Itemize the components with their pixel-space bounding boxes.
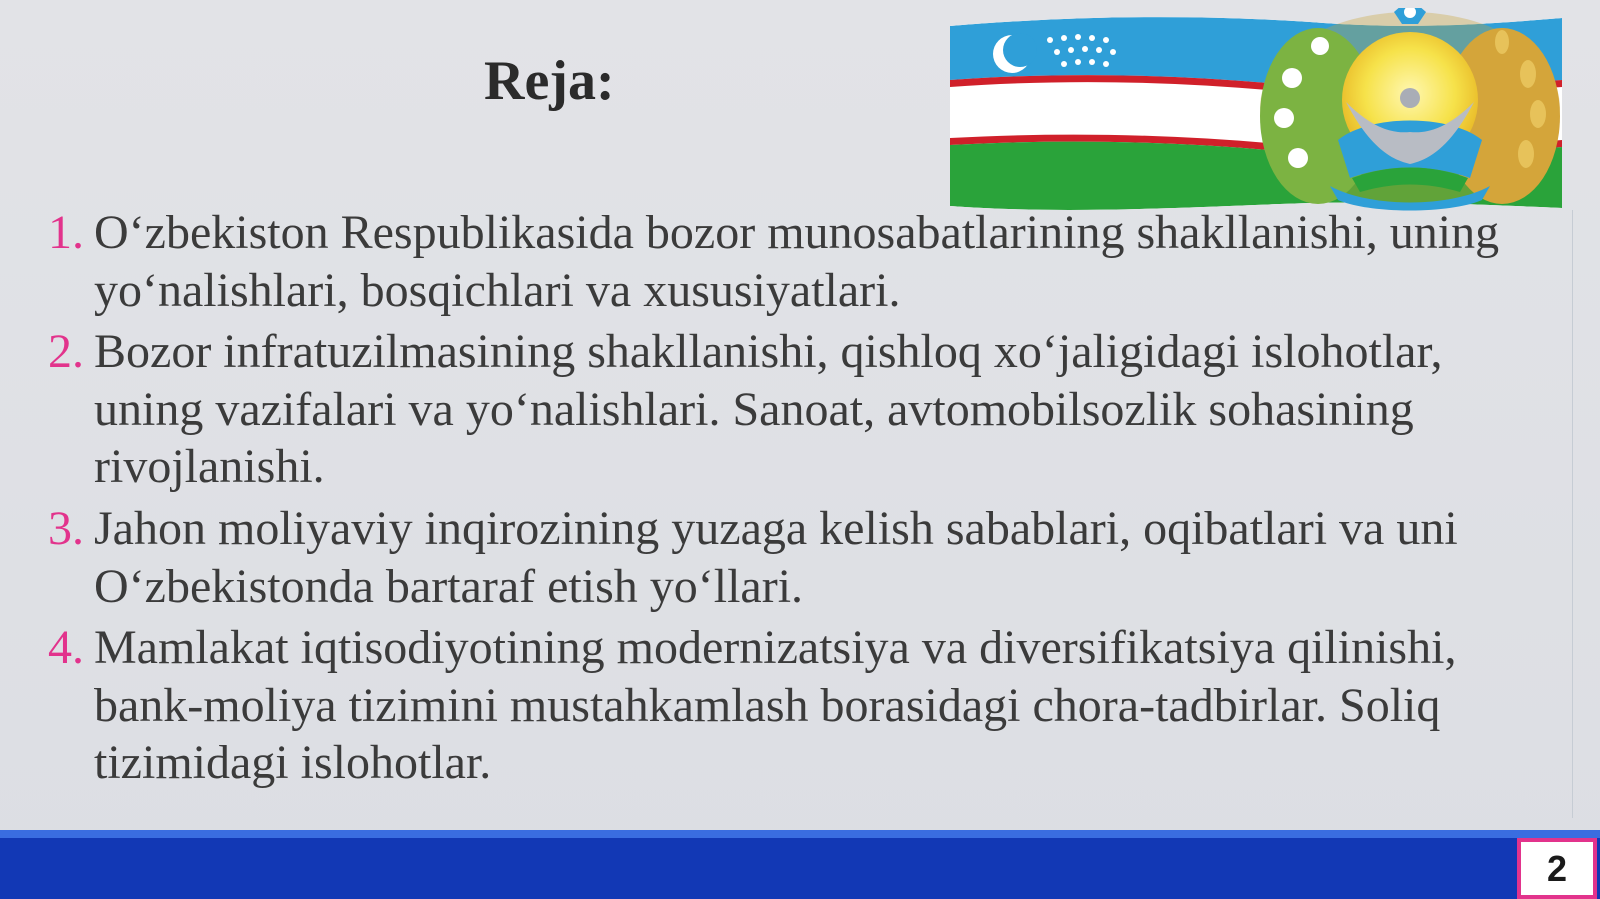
list-item — [48, 500, 1558, 615]
slide-title: Reja: — [484, 50, 615, 112]
list-item-text: Mamlakat iqtisodiyotining modernizatsiya va diversifikatsiya qilinishi, bank-moliya tizimini mustahkamlash borasidagi chora-tadbirlar. Soliq tizimidagi islohotlar. — [94, 621, 1457, 790]
plan-list — [48, 204, 1558, 792]
list-item — [48, 323, 1558, 496]
list-item-number: 2. — [48, 325, 84, 379]
list-item-text: O‘zbekiston Respublikasida bozor munosabatlarining shakllanishi, uning yo‘nalishlari, bosqichlari va xususiyatlari. — [94, 206, 1500, 317]
list-item-number: 4. — [48, 621, 84, 675]
list-item-text: Bozor infratuzilmasining shakllanishi, qishloq xo‘jaligidagi islohotlar, uning vazifalari va yo‘nalishlari. Sanoat, avtomobilsozlik sohasining rivojlanishi. — [94, 325, 1443, 494]
list-item — [48, 204, 1558, 319]
page-number: 2 — [1517, 838, 1597, 899]
list-item-text: Jahon moliyaviy inqirozining yuzaga kelish sabablari, oqibatlari va uni O‘zbekistonda bartaraf etish yo‘llari. — [94, 501, 1458, 613]
list-item — [48, 619, 1558, 792]
list-item-number: 3. — [48, 501, 84, 555]
footer-bar — [0, 830, 1600, 899]
uzbekistan-flag-and-emblem-icon — [950, 8, 1562, 213]
list-item-number: 1. — [48, 206, 84, 259]
